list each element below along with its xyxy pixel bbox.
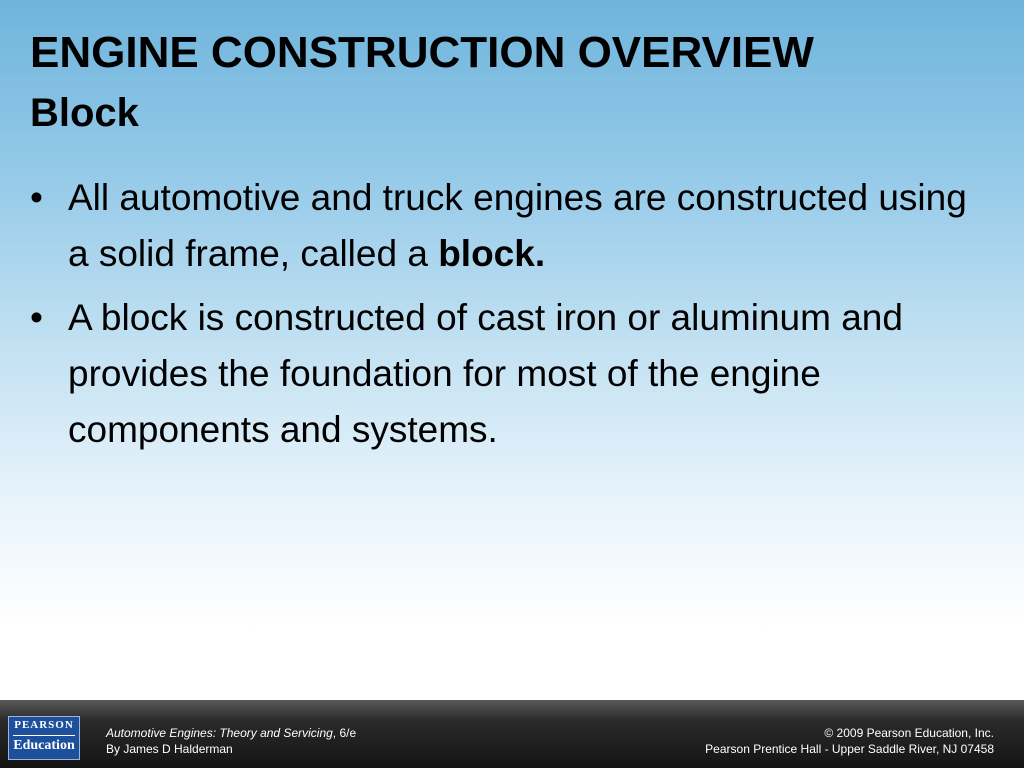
slide-subtitle: Block xyxy=(30,91,139,135)
pearson-logo xyxy=(8,716,80,760)
footer-author: By James D Halderman xyxy=(106,742,233,756)
bullet-text: All automotive and truck engines are constructed using a solid frame, called a xyxy=(68,177,967,274)
footer-book-info xyxy=(106,725,356,757)
logo-bottom-text: Education xyxy=(13,738,75,753)
bullet-marker: • xyxy=(30,297,43,338)
slide-title: ENGINE CONSTRUCTION OVERVIEW xyxy=(30,28,814,77)
logo-top-text: PEARSON xyxy=(14,719,74,731)
footer-book-title: Automotive Engines: Theory and Servicing xyxy=(106,726,333,740)
bullet-item xyxy=(30,170,990,282)
bullet-bold-term: block. xyxy=(438,233,546,274)
bullet-text: A block is constructed of cast iron or aluminum and provides the foundation for most of the engine components and systems. xyxy=(68,297,903,450)
footer-copyright: © 2009 Pearson Education, Inc. xyxy=(824,726,994,740)
logo-divider xyxy=(13,735,75,736)
footer-edition: , 6/e xyxy=(332,726,357,740)
bullet-list xyxy=(30,170,990,466)
footer-publisher: Pearson Prentice Hall - Upper Saddle River, NJ 07458 xyxy=(705,742,994,756)
footer-bar xyxy=(0,700,1024,768)
bullet-marker: • xyxy=(30,177,43,218)
bullet-item xyxy=(30,290,990,458)
footer-book-line xyxy=(106,725,356,741)
footer-copyright-info xyxy=(705,725,994,757)
